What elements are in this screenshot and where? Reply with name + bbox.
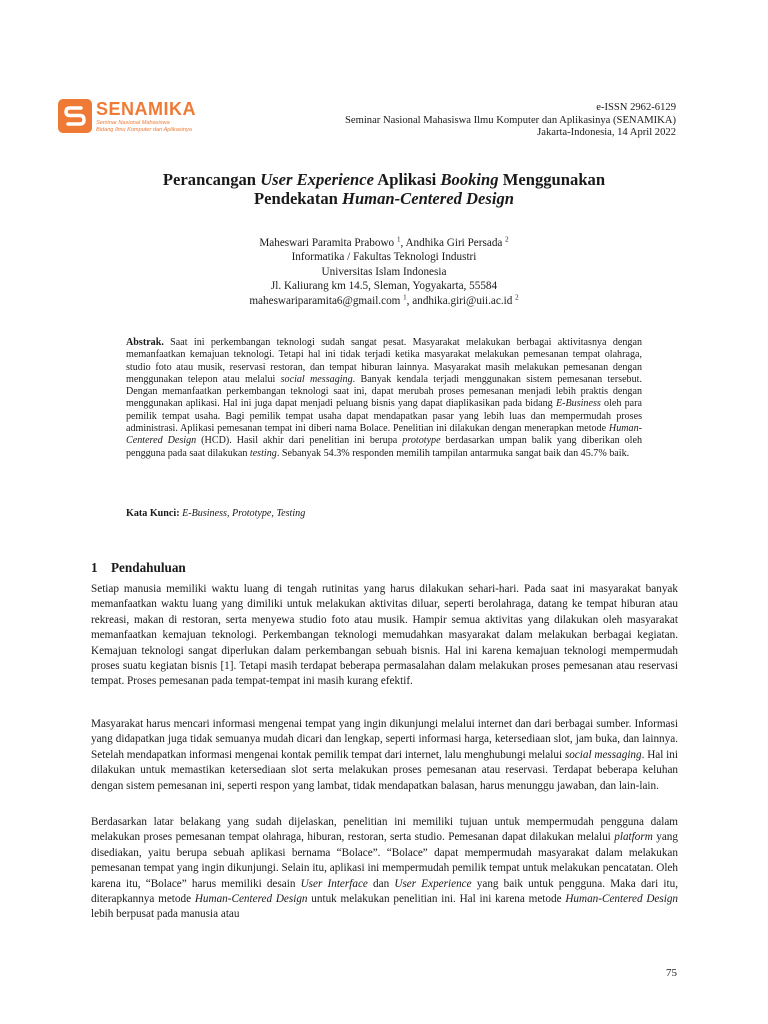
body-text: yang disediakan, yaitu berupa sebuah aplikasi bernama “Bolace”. “Bolace” dapat mempermudah masyarakat dalam melakukan pemesanan tempat yang ingin dikunjungi. Selain itu, aplikasi ini mempermudah pemilik tempat untuk melakukan pencatatan. Oleh karena itu, “Bolace” harus memiliki desain [91,831,678,890]
title-text: Aplikasi [374,170,441,189]
paper-title [60,170,708,208]
title-text: Pendekatan [253,189,343,208]
page-number: 75 [666,967,677,979]
body-italic: platform [614,831,653,844]
body-paragraph [91,815,678,923]
abstract [126,337,642,460]
logo-tagline-line1: Seminar Nasional Mahasiswa [96,120,170,126]
author-address: Jl. Kaliurang km 14.5, Sleman, Yogyakarta, 55584 [270,280,498,293]
abstract-label: Abstrak. [126,337,164,348]
section-heading [91,560,186,576]
section-number: 1 [91,560,98,575]
abstract-text: . Sebanyak 54.3% responden memilih tampilan antarmuka sangat baik dan 45.7% baik. [276,447,630,459]
body-paragraph: Setiap manusia memiliki waktu luang di tengah rutinitas yang harus dilakukan sehari-hari. Pada saat ini masyarakat banyak memanfaatkan waktu luang yang dimiliki untuk melakukan aktivitas diluar, seperti berolahraga, datang ke tempat hiburan atau rekreasi, makan di restoran, serta menyewa studio foto atau musik. Hampir semua aktivitas yang dilakukan oleh masyarakat memanfaatkan kemajuan teknologi. Perkembangan teknologi memudahkan masyarakat dalam melakukan berbagai kegiatan. Kemajuan teknologi sangat diperlukan dalam perkembangan sebuah bisnis. Hal ini karena kemajuan teknologi mempermudah proses suatu kegiatan bisnis [1]. Tetapi masih terdapat beberapa permasalahan dalam melakukan proses pemesanan atau reservasi tempat. Proses pemesanan pada tempat-tempat ini masih kurang efektif. [91,583,678,688]
logo-tagline [96,120,192,134]
senamika-logo [58,99,228,139]
abstract-italic: E-Business [555,398,601,410]
author-department: Informatika / Fakultas Teknologi Industri [291,251,477,264]
body-italic: Human-Centered Design [565,893,679,906]
body-text: Berdasarkan latar belakang yang sudah dijelaskan, penelitian ini memiliki tujuan untuk mempermudah pengguna dalam melakukan proses pemesanan tempat olahraga, hiburan, restoran, serta studio. Pemesanan dapat dilakukan melalui [91,816,678,844]
body-text: Masyarakat harus mencari informasi mengenai tempat yang ingin dikunjungi melalui internet dan dari berbagai sumber. Informasi yang didapatkan juga tidak semuanya mudah dicari dan lengkap, seperti informasi harga, ketersediaan slot, jam buka, dan lainnya. Setelah mendapatkan informasi mengenai kontak pemilik tempat dari internet, lalu menghubungi melalui [91,718,678,761]
keywords [126,508,642,520]
author-email[interactable]: andhika.giri@uii.ac.id [412,294,513,307]
body-text: lebih berpusat pada manusia atau [91,908,240,921]
title-italic: Booking [440,170,499,189]
author-email-mark: 2 [515,292,519,301]
author-emails [60,294,708,308]
author-separator: , [406,294,413,307]
body-paragraph [91,717,678,794]
author-email[interactable]: maheswariparamita6@gmail.com [249,294,401,307]
title-text: Menggunakan [498,170,606,189]
logo-wordmark: SENAMIKA [96,99,197,119]
title-italic: Human-Centered Design [342,189,514,208]
author-university: Universitas Islam Indonesia [321,265,447,278]
author-name: Andhika Giri Persada [405,237,503,249]
author-block [60,236,708,308]
body-text: untuk melakukan penelitian ini. Hal ini karena metode [307,893,566,906]
body-italic: User Experience [394,877,472,890]
title-italic: User Experience [260,170,375,189]
body-text: yang baik untuk pengguna. Maka dari itu, diterapkannya metode [91,877,678,906]
keywords-value: E-Business, Prototype, Testing [179,508,306,519]
body-text: . Hal ini dilakukan untuk memastikan ketersediaan slot serta melakukan proses pemesanan atau reservasi. Terdapat beberapa keluhan dengan sistem pemesanan ini, seperti respon yang lambat, tidak mendapatkan balasan, harus menunggu jawaban, dan lain-lain. [91,748,678,792]
body-italic: Human-Centered Design [194,893,308,906]
abstract-text: oleh para pemilik tempat usaha. Bagi pemilik tempat usaha dapat mendapatkan pasar yang lebih luas dan mempermudah proses administrasi. Aplikasi pemesanan tempat ini diberi nama Bolace. Penelitian ini dilakukan dengan menerapkan metode [126,398,643,435]
abstract-italic: prototype [402,435,441,447]
body-text: dan [367,877,395,890]
section-title: Pendahuluan [111,560,186,575]
author-affiliation-mark: 2 [505,235,509,244]
author-name: Maheswari Paramita Prabowo [259,237,395,249]
title-text: Perancangan [162,170,261,189]
senamika-logo-mark-icon [58,99,92,133]
author-email-mark: 1 [403,292,407,301]
body-italic: social messaging [564,748,642,761]
conference-header [345,102,676,140]
keywords-label: Kata Kunci: [126,508,180,519]
abstract-italic: social messaging [280,373,353,385]
conference-name: Seminar Nasional Mahasiswa Ilmu Komputer dan Aplikasinya (SENAMIKA) [345,114,676,126]
logo-tagline-line2: Bidang Ilmu Komputer dan Aplikasinya [96,127,192,133]
author-names [60,236,708,250]
abstract-text: . Banyak kendala terjadi menggunakan sistem pemesanan tersebut. Dengan memanfaatkan perkembangan teknologi saat ini, dapat merubah proses pemesanan menjadi lebih praktis dengan menggunakan aplikasi. Hal ini juga dapat menjadi peluang bisnis yang dapat diaplikasikan pada bidang [126,373,642,410]
abstract-text: berdasarkan umpan balik yang diberikan oleh pengguna pada saat dilakukan [126,435,642,459]
abstract-italic: testing [249,447,277,459]
abstract-text: Saat ini perkembangan teknologi sudah sangat pesat. Masyarakat melakukan berbagai aktivitasnya dengan memanfaatkan kemajuan teknologi. Tetapi hal ini tidak terjadi ketika masyarakat melakukan pemesanan tempat olahraga, studio foto atau musik, reservasi restoran, dan tempat hiburan lainnya. Masyarakat masih melakukan pemesanan dengan menggunakan telepon atau melalui [126,337,642,385]
author-affiliation-mark: 1 [396,235,401,244]
conference-place-date: Jakarta-Indonesia, 14 April 2022 [537,127,676,138]
author-separator: , [400,237,406,249]
abstract-text: (HCD). Hasil akhir dari penelitian ini berupa [196,435,403,447]
body-italic: User Interface [300,877,368,890]
abstract-italic: Human-Centered Design [126,423,642,447]
issn: e-ISSN 2962-6129 [596,102,676,113]
